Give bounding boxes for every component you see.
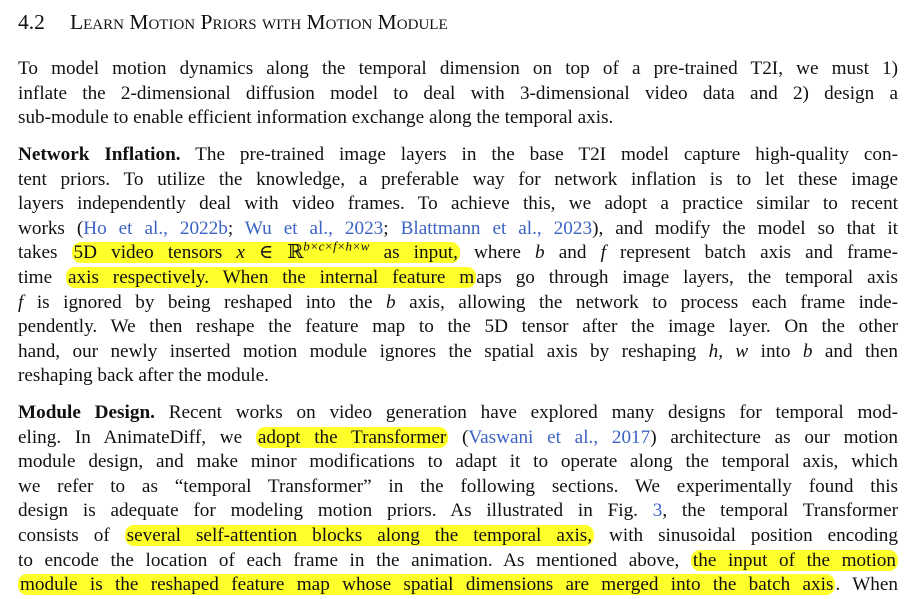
text-line: eling. In AnimateDiff, we adopt the Transformer (Vaswani et al., 2017) architecture as our motion xyxy=(18,426,898,448)
text-line: inflate the 2-dimensional diffusion model to deal with 3-dimensional video data and 2) design a xyxy=(18,82,898,104)
text-line: module design, and make minor modifications to adapt it to operate along the temporal axis, which xyxy=(18,451,898,473)
text-line: tent priors. To utilize the knowledge, a preferable way for network inflation is to let these image xyxy=(18,168,898,190)
citation-link[interactable]: Wu et al., 2023 xyxy=(244,217,384,239)
text-line: pendently. We then reshape the feature map to the 5D tensor after the image layer. On the other xyxy=(18,316,898,338)
citation-link[interactable]: Vaswani et al., 2017 xyxy=(468,426,651,448)
text-line: reshaping back after the module. xyxy=(18,365,269,387)
network-inflation-paragraph xyxy=(18,143,898,389)
section-title: Learn Motion Priors with Motion Module xyxy=(70,10,448,34)
highlight-mark: 5D video tensors x ∈ ℝ$^{b\times c\times f\times h\times w}$ as input, xyxy=(73,238,458,264)
text-line: layers independently deal with video frames. To achieve this, we adopt a practice similar to recent xyxy=(18,193,898,215)
highlight-mark: the input of the motion xyxy=(692,549,896,571)
intro-paragraph xyxy=(18,57,898,131)
text-line: consists of several self-attention blocks along the temporal axis, with sinusoidal position encoding xyxy=(18,524,898,546)
highlight-mark: axis respectively. When the internal feature m xyxy=(68,266,475,288)
text-line: we refer to as “temporal Transformer” in the following sections. We experimentally found this xyxy=(18,475,898,497)
module-design-paragraph xyxy=(18,401,898,598)
text-line: design is adequate for modeling motion priors. As illustrated in Fig. 3, the temporal Transformer xyxy=(18,500,898,522)
citation-link[interactable]: Blattmann et al., 2023 xyxy=(400,217,593,239)
text-line: takes 5D video tensors x ∈ ℝ$^{b\times c\times f\times h\times w}$ as input, where b and f represent batch axis and frame- xyxy=(18,238,899,264)
highlight-mark: adopt the Transformer xyxy=(257,426,447,448)
text-line: sub-module to enable efficient information exchange along the temporal axis. xyxy=(18,107,614,129)
text-line: module is the reshaped feature map whose spatial dimensions are merged into the batch axis . When xyxy=(20,574,899,596)
text-line: to encode the location of each frame in the animation. As mentioned above, the input of the motion xyxy=(18,549,896,571)
highlight-mark: several self-attention blocks along the temporal axis, xyxy=(126,524,593,546)
text-line: time axis respectively. When the internal feature m aps go through image layers, the temporal axis xyxy=(18,266,898,288)
paragraph-heading: Module Design. xyxy=(18,402,155,423)
figure-reference-link[interactable]: 3 xyxy=(652,500,663,522)
section-heading xyxy=(18,8,448,36)
text-line: To model motion dynamics along the temporal dimension on top of a pre-trained T2I, we must 1) xyxy=(18,58,898,79)
text-line: hand, our newly inserted motion module ignores the spatial axis by reshaping h, w into b and then xyxy=(18,340,898,362)
paragraph-heading: Network Inflation. xyxy=(18,144,181,165)
text-line: Module Design. Recent works on video generation have explored many designs for temporal mod- xyxy=(18,402,898,423)
text-line: works (Ho et al., 2022b; Wu et al., 2023; Blattmann et al., 2023), and modify the model so that it xyxy=(18,217,898,239)
section-number: 4.2 xyxy=(18,10,45,34)
text-line: Network Inflation. The pre-trained image layers in the base T2I model capture high-quality con- xyxy=(18,144,899,165)
tensor-shape-superscript: b×c×f×h×w xyxy=(303,238,370,254)
highlight-mark: module is the reshaped feature map whose spatial dimensions are merged into the batch axis xyxy=(20,574,834,596)
citation-link[interactable]: Ho et al., 2022b xyxy=(83,217,228,239)
text-line: f is ignored by being reshaped into the b axis, allowing the network to process each frame inde- xyxy=(18,291,898,313)
